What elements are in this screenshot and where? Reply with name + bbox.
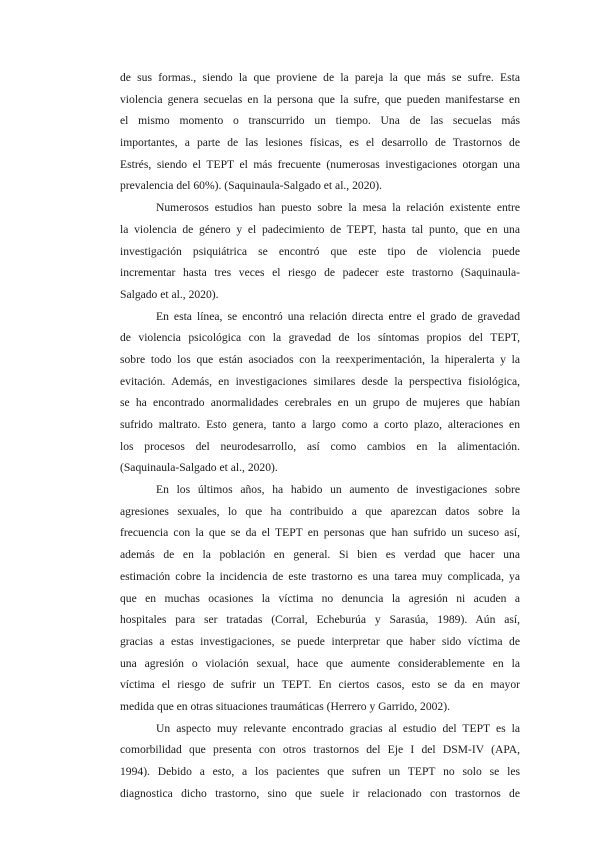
text-line: investigación psiquiátrica se encontró que este tipo de violencia puede (120, 244, 520, 258)
text-line: Estrés, siendo el TEPT el más frecuente (numerosas investigaciones otorgan una (120, 157, 520, 171)
text-line: estimación cobre la incidencia de este trastorno es una tarea muy complicada, ya (120, 569, 520, 583)
text-line: diagnostica dicho trastorno, sino que suele ir relacionado con trastornos de (120, 786, 520, 800)
body-text (120, 67, 520, 804)
text-line: En esta línea, se encontró una relación directa entre el grado de gravedad (156, 309, 520, 323)
text-line: (Saquinaula-Salgado et al., 2020). (120, 461, 278, 475)
text-line: sobre todo los que están asociados con la reexperimentación, la hiperalerta y la (120, 352, 520, 366)
text-line: víctima el riesgo de sufrir un TEPT. En ciertos casos, esto se da en mayor (120, 678, 520, 692)
text-line: prevalencia del 60%). (Saquinaula-Salgado et al., 2020). (120, 179, 383, 193)
text-line: agresiones sexuales, lo que ha contribuido a que aparezcan datos sobre la (120, 504, 520, 518)
text-line: una agresión o violación sexual, hace que aumente considerablemente en la (120, 656, 520, 670)
text-line: En los últimos años, ha habido un aumento de investigaciones sobre (156, 483, 520, 497)
text-line: incrementar hasta tres veces el riesgo de padecer este trastorno (Saquinaula- (120, 266, 520, 280)
text-line: violencia genera secuelas en la persona que la sufre, que pueden manifestarse en (120, 92, 520, 106)
text-line: 1994). Debido a esto, a los pacientes que sufren un TEPT no solo se les (120, 765, 520, 778)
text-line: medida que en otras situaciones traumáticas (Herrero y Garrido, 2002). (120, 699, 450, 713)
text-line: de sus formas., siendo la que proviene de la pareja la que más se sufre. Esta (120, 71, 520, 84)
text-line: gracias a estas investigaciones, se puede interpretar que haber sido víctima de (120, 634, 520, 648)
text-line: Salgado et al., 2020). (120, 287, 219, 301)
text-line: Un aspecto muy relevante encontrado gracias al estudio del TEPT es la (156, 721, 520, 735)
text-line: sufrido maltrato. Esto genera, tanto a largo como a corto plazo, alteraciones en (120, 418, 520, 431)
text-line: frecuencia con la que se da el TEPT en personas que han sufrido un suceso así, (120, 526, 520, 540)
text-line: los procesos del neurodesarrollo, así como cambios en la alimentación. (120, 439, 520, 453)
text-line: el mismo momento o transcurrido un tiempo. Una de las secuelas más (120, 114, 520, 128)
text-line: evitación. Además, en investigaciones similares desde la perspectiva fisiológica, (120, 374, 520, 388)
text-line: comorbilidad que presenta con otros trastornos del Eje I del DSM-IV (APA, (120, 743, 520, 757)
text-line: hospitales para ser tratadas (Corral, Echeburúa y Sarasúa, 1989). Aún así, (120, 613, 520, 627)
text-line: la violencia de género y el padecimiento de TEPT, hasta tal punto, que en una (120, 222, 520, 236)
text-line: se ha encontrado anormalidades cerebrales en un grupo de mujeres que habían (120, 396, 520, 410)
text-line: además de en la población en general. Si bien es verdad que hacer una (120, 548, 520, 562)
text-line: importantes, a parte de las lesiones físicas, es el desarrollo de Trastornos de (120, 136, 520, 150)
text-line: de violencia psicológica con la gravedad de los síntomas propios del TEPT, (120, 331, 520, 345)
text-line: Numerosos estudios han puesto sobre la mesa la relación existente entre (156, 201, 520, 215)
text-line: que en muchas ocasiones la víctima no denuncia la agresión ni acuden a (120, 591, 520, 605)
